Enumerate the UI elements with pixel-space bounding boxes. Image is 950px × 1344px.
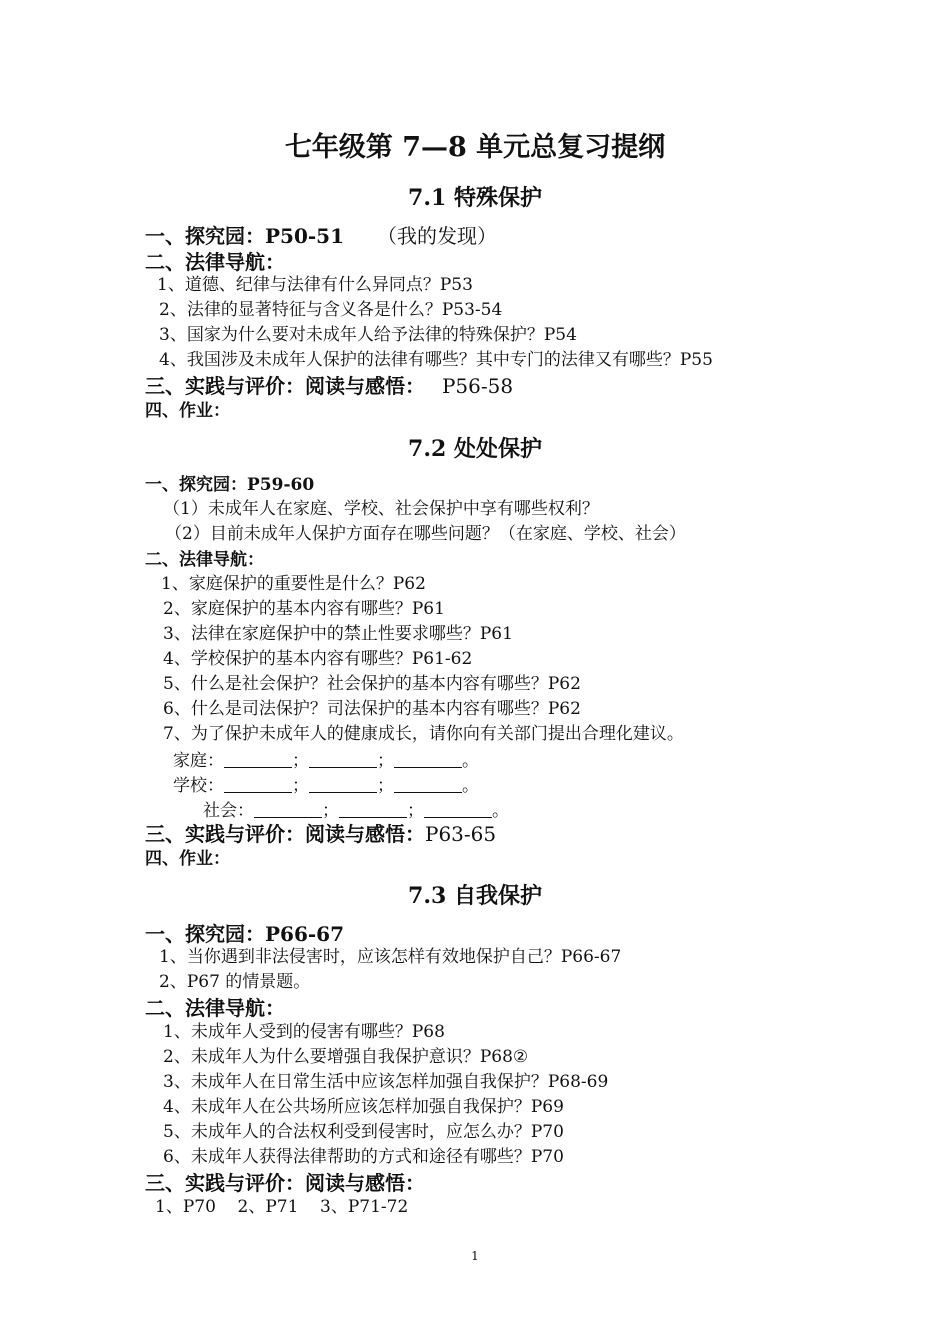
blank-line: [339, 801, 407, 818]
law-heading: 二、法律导航：: [145, 550, 264, 570]
blank-line: [394, 776, 462, 793]
period: 。: [462, 776, 479, 796]
separator: ；: [322, 801, 339, 821]
law-heading: 二、法律导航：: [145, 250, 285, 274]
explore-item: 2、P67 的情景题。: [159, 972, 311, 992]
separator: ；: [292, 751, 309, 771]
practice-heading: [145, 824, 496, 844]
law-item: 4、学校保护的基本内容有哪些？P61-62: [163, 649, 473, 669]
section-heading-7-2: 7.2 处处保护: [408, 436, 542, 462]
practice-heading: 三、实践与评价：阅读与感悟：: [145, 1171, 425, 1195]
fill-label-society: 社会：: [203, 801, 254, 821]
practice-pages: P56-58: [441, 374, 514, 398]
explore-question: （1）未成年人在家庭、学校、社会保护中享有哪些权利？: [163, 499, 599, 519]
suggestion-school-line: [173, 776, 479, 795]
suggestion-society-line: [203, 801, 509, 820]
explore-heading: 一、探究园：P59-60: [145, 475, 315, 495]
law-item: 1、家庭保护的重要性是什么？P62: [161, 574, 426, 594]
law-item: 2、未成年人为什么要增强自我保护意识？P68②: [163, 1047, 529, 1067]
blank-line: [309, 751, 377, 768]
blank-line: [254, 801, 322, 818]
law-item: 2、法律的显著特征与含义各是什么？P53-54: [159, 300, 503, 320]
law-item: 3、国家为什么要对未成年人给予法律的特殊保护？P54: [159, 325, 577, 345]
explore-heading: 一、探究园：P66-67: [145, 922, 345, 946]
suggestion-family-line: [173, 751, 479, 770]
fill-label-family: 家庭：: [173, 751, 224, 771]
page-number: 1: [471, 1249, 479, 1263]
blank-line: [424, 801, 492, 818]
period: 。: [462, 751, 479, 771]
practice-label: 三、实践与评价：阅读与感悟：: [145, 822, 425, 846]
document-title: 七年级第 7—8 单元总复习提纲: [284, 132, 666, 163]
law-item: 5、未成年人的合法权利受到侵害时，应怎么办？P70: [163, 1122, 564, 1142]
practice-pages: P63-65: [425, 822, 497, 846]
separator: ；: [407, 801, 424, 821]
explore-heading: [145, 226, 497, 246]
law-item: 6、未成年人获得法律帮助的方式和途径有哪些？P70: [163, 1147, 564, 1167]
practice-heading: [145, 376, 513, 396]
practice-pages: 1、P70 2、P71 3、P71-72: [155, 1197, 409, 1217]
law-item: 3、未成年人在日常生活中应该怎样加强自我保护？P68-69: [163, 1072, 609, 1092]
law-item: 1、未成年人受到的侵害有哪些？P68: [163, 1022, 445, 1042]
practice-label: 三、实践与评价：阅读与感悟：: [145, 374, 425, 398]
fill-label-school: 学校：: [173, 776, 224, 796]
blank-line: [224, 751, 292, 768]
law-item: 4、未成年人在公共场所应该怎样加强自我保护？P69: [163, 1097, 564, 1117]
law-heading: 二、法律导航：: [145, 996, 285, 1020]
blank-line: [309, 776, 377, 793]
separator: ；: [292, 776, 309, 796]
homework-heading: 四、作业：: [145, 849, 230, 869]
period: 。: [492, 801, 509, 821]
separator: ；: [377, 776, 394, 796]
homework-heading: 四、作业：: [145, 401, 230, 421]
law-item: 5、什么是社会保护？社会保护的基本内容有哪些？P62: [163, 674, 581, 694]
explore-label: 一、探究园：P50-51: [145, 224, 345, 248]
explore-item: 1、当你遇到非法侵害时，应该怎样有效地保护自己？P66-67: [159, 947, 622, 967]
blank-line: [224, 776, 292, 793]
explore-question: （2）目前未成年人保护方面存在哪些问题？（在家庭、学校、社会）: [165, 524, 686, 544]
law-item: 3、法律在家庭保护中的禁止性要求哪些？P61: [163, 624, 513, 644]
blank-line: [394, 751, 462, 768]
section-heading-7-1: 7.1 特殊保护: [408, 185, 542, 211]
law-item: 6、什么是司法保护？司法保护的基本内容有哪些？P62: [163, 699, 581, 719]
section-heading-7-3: 7.3 自我保护: [408, 883, 542, 909]
separator: ；: [377, 751, 394, 771]
explore-note: （我的发现）: [376, 224, 497, 248]
law-item: 1、道德、纪律与法律有什么异同点？P53: [157, 275, 473, 295]
law-item: 7、为了保护未成年人的健康成长，请你向有关部门提出合理化建议。: [163, 724, 684, 744]
law-item: 2、家庭保护的基本内容有哪些？P61: [163, 599, 445, 619]
law-item: 4、我国涉及未成年人保护的法律有哪些？其中专门的法律又有哪些？P55: [159, 350, 713, 370]
